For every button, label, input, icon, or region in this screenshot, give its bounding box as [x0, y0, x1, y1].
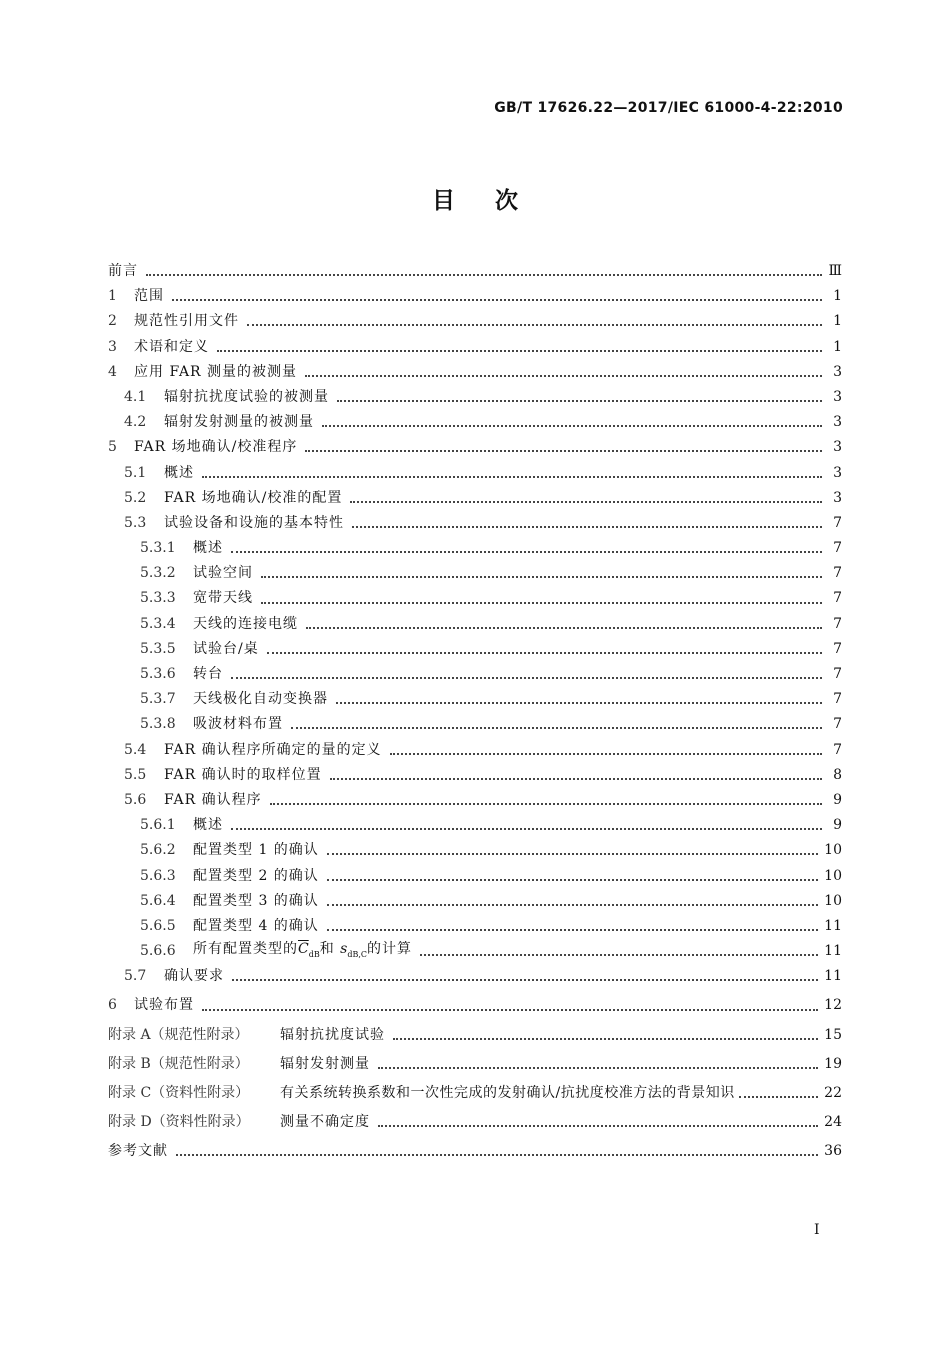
- document-code: GB/T 17626.22—2017/IEC 61000-4-22:2010: [494, 100, 843, 116]
- toc-label: 概述: [193, 817, 223, 834]
- dot-leader: [327, 852, 818, 855]
- dot-leader: [350, 500, 822, 503]
- toc-label: 概述: [164, 464, 194, 481]
- toc-number: 5.3.5: [140, 640, 176, 657]
- toc-number: 5.3.7: [140, 691, 176, 708]
- toc-label: 试验设备和设施的基本特性: [164, 514, 344, 531]
- toc-entry[interactable]: [108, 259, 842, 284]
- dot-leader: [291, 726, 822, 729]
- toc-entry[interactable]: [108, 763, 842, 788]
- toc-entry[interactable]: [108, 712, 842, 737]
- dot-leader: [327, 878, 818, 881]
- toc-page: 3: [833, 439, 842, 456]
- toc-page: 3: [833, 489, 842, 506]
- toc-label: 吸波材料布置: [193, 716, 283, 733]
- toc-label: 试验空间: [193, 565, 253, 582]
- toc-page: 3: [833, 363, 842, 380]
- toc-number: 附录 B（规范性附录）: [108, 1055, 249, 1072]
- dot-leader: [305, 374, 822, 377]
- toc-page: 7: [833, 540, 842, 557]
- dot-leader: [305, 449, 822, 452]
- toc-entry[interactable]: [108, 939, 842, 964]
- toc-entry[interactable]: [108, 993, 842, 1018]
- toc-number: 5.1: [124, 464, 147, 481]
- toc-label: 辐射抗扰度试验的被测量: [164, 388, 329, 405]
- toc-number: 附录 D（资料性附录）: [108, 1114, 250, 1131]
- toc-number: 5.7: [124, 968, 147, 985]
- toc-number: 5.3: [124, 514, 147, 531]
- dot-leader: [247, 323, 822, 326]
- toc-page: Ⅲ: [828, 263, 842, 279]
- toc-entry[interactable]: [108, 813, 842, 838]
- toc-entry[interactable]: [108, 738, 842, 763]
- dot-leader: [322, 424, 822, 427]
- toc-page: 11: [824, 917, 842, 934]
- dot-leader: [232, 978, 818, 981]
- toc-entry[interactable]: [108, 687, 842, 712]
- toc-page: 22: [824, 1085, 842, 1101]
- dot-leader: [172, 298, 822, 301]
- dot-leader: [336, 701, 822, 704]
- toc-page: 10: [824, 867, 842, 884]
- toc-page: 7: [833, 590, 842, 607]
- toc-entry[interactable]: [108, 662, 842, 687]
- dot-leader: [202, 1008, 818, 1011]
- toc-number: 5.3.2: [140, 565, 176, 582]
- dot-leader: [202, 475, 822, 478]
- toc-entry[interactable]: [108, 612, 842, 637]
- toc-entry[interactable]: [108, 486, 842, 511]
- toc-number: 4.2: [124, 414, 147, 431]
- toc-label: 辐射抗扰度试验: [280, 1026, 385, 1043]
- toc-label: 转台: [193, 666, 223, 682]
- table-of-contents: [108, 259, 842, 1165]
- toc-page: 10: [824, 892, 842, 909]
- toc-number: 5.6.2: [140, 842, 176, 859]
- toc-entry[interactable]: [108, 461, 842, 486]
- toc-label: 宽带天线: [193, 590, 253, 607]
- dot-leader: [393, 1037, 818, 1040]
- toc-label-mid: 和: [319, 940, 335, 957]
- toc-number: 5.4: [124, 741, 147, 758]
- toc-number: 附录 A（规范性附录）: [108, 1026, 249, 1043]
- toc-number: 附录 C（资料性附录）: [108, 1085, 250, 1101]
- toc-page: 11: [824, 943, 842, 960]
- toc-page: 7: [833, 565, 842, 582]
- toc-label: 配置类型 3 的确认: [193, 892, 319, 909]
- toc-entry[interactable]: [108, 838, 842, 863]
- dot-leader: [327, 903, 818, 906]
- toc-number: 4.1: [124, 388, 147, 405]
- toc-entry[interactable]: [108, 284, 842, 309]
- dot-leader: [261, 601, 822, 604]
- dot-leader: [327, 928, 818, 931]
- dot-leader: [146, 273, 822, 276]
- toc-page: 3: [833, 414, 842, 431]
- toc-page: 7: [833, 666, 842, 682]
- toc-page: 15: [824, 1026, 842, 1043]
- toc-label: 配置类型 1 的确认: [193, 842, 319, 859]
- dot-leader: [231, 676, 822, 679]
- toc-page: 9: [833, 791, 842, 808]
- dot-leader: [378, 1066, 818, 1069]
- toc-number: 5.6.3: [140, 867, 176, 884]
- toc-entry[interactable]: [108, 586, 842, 611]
- toc-entry[interactable]: [108, 889, 842, 914]
- toc-number: 5.6: [124, 791, 147, 808]
- toc-page: 36: [824, 1143, 842, 1160]
- toc-entry[interactable]: [108, 1081, 842, 1106]
- toc-page: 7: [833, 640, 842, 657]
- toc-label: 辐射发射测量: [280, 1055, 370, 1072]
- symbol-c-mean: $\overline{C}_{dB}$: [298, 940, 320, 959]
- dot-leader: [420, 953, 818, 956]
- toc-number: 3: [108, 338, 117, 355]
- toc-label-post: 的计算: [367, 940, 413, 957]
- toc-number: 5.6.6: [140, 943, 176, 960]
- toc-number: 5.3.1: [140, 540, 176, 557]
- toc-entry[interactable]: [108, 964, 842, 989]
- toc-number: 4: [108, 363, 117, 380]
- toc-label: 天线极化自动变换器: [193, 691, 328, 708]
- toc-label: 试验布置: [134, 997, 194, 1014]
- toc-entry[interactable]: [108, 385, 842, 410]
- toc-page: 11: [824, 968, 842, 985]
- toc-entry[interactable]: [108, 435, 842, 460]
- toc-label: 概述: [193, 540, 223, 557]
- toc-entry[interactable]: [108, 788, 842, 813]
- toc-label: 辐射发射测量的被测量: [164, 414, 314, 431]
- dot-leader: [378, 1124, 818, 1127]
- toc-entry[interactable]: [108, 914, 842, 939]
- toc-label: 应用 FAR 测量的被测量: [134, 363, 298, 380]
- toc-label: FAR 场地确认/校准的配置: [164, 489, 343, 506]
- dot-leader: [330, 777, 822, 780]
- toc-label: FAR 确认程序所确定的量的定义: [164, 741, 382, 758]
- dot-leader: [267, 651, 822, 654]
- toc-entry[interactable]: [108, 561, 842, 586]
- dot-leader: [217, 349, 822, 352]
- toc-label: 范围: [134, 288, 164, 305]
- toc-page: 7: [833, 741, 842, 758]
- toc-page: 7: [833, 615, 842, 632]
- page-title: 目次: [432, 187, 558, 214]
- toc-page: 1: [833, 338, 842, 355]
- dot-leader: [270, 802, 822, 805]
- toc-number: 5: [108, 439, 117, 456]
- dot-leader: [352, 525, 822, 528]
- toc-number: 1: [108, 288, 117, 305]
- toc-number: 2: [108, 313, 117, 330]
- toc-entry[interactable]: [108, 360, 842, 385]
- toc-entry[interactable]: [108, 536, 842, 561]
- toc-label: FAR 场地确认/校准程序: [134, 439, 298, 456]
- toc-number: 5.3.6: [140, 666, 176, 682]
- dot-leader: [390, 752, 822, 755]
- dot-leader: [261, 575, 822, 578]
- toc-page: 1: [833, 313, 842, 330]
- toc-label: 有关系统转换系数和一次性完成的发射确认/抗扰度校准方法的背景知识: [280, 1085, 735, 1101]
- toc-entry[interactable]: [108, 410, 842, 435]
- toc-number: 5.6.1: [140, 817, 176, 834]
- dot-leader: [231, 550, 822, 553]
- toc-label: 试验台/桌: [193, 640, 259, 657]
- toc-label-pre: 所有配置类型的: [193, 940, 298, 957]
- toc-page: 10: [824, 842, 842, 859]
- toc-label: 确认要求: [164, 968, 224, 985]
- toc-entry[interactable]: [108, 637, 842, 662]
- toc-number: 5.6.5: [140, 917, 176, 934]
- toc-entry[interactable]: [108, 864, 842, 889]
- symbol-s: $s_{dB,C}$: [340, 940, 368, 959]
- toc-label: [193, 937, 412, 967]
- toc-label: 配置类型 4 的确认: [193, 917, 319, 934]
- toc-number: 5.2: [124, 489, 147, 506]
- toc-entry[interactable]: [108, 1052, 842, 1077]
- toc-number: 5.3.8: [140, 716, 176, 733]
- toc-page: 3: [833, 388, 842, 405]
- toc-entry[interactable]: [108, 335, 842, 360]
- toc-entry[interactable]: [108, 511, 842, 536]
- toc-page: 7: [833, 716, 842, 733]
- toc-label: 前言: [108, 263, 138, 279]
- toc-entry[interactable]: [108, 1023, 842, 1048]
- toc-entry[interactable]: [108, 309, 842, 334]
- toc-number: 5.3.3: [140, 590, 176, 607]
- toc-entry[interactable]: [108, 1110, 842, 1135]
- toc-label: FAR 确认程序: [164, 791, 262, 808]
- page-number: I: [814, 1222, 820, 1238]
- toc-page: 19: [824, 1055, 842, 1072]
- toc-label: 测量不确定度: [280, 1114, 370, 1131]
- toc-number: 5.5: [124, 766, 147, 783]
- dot-leader: [306, 626, 822, 629]
- toc-label: 术语和定义: [134, 338, 209, 355]
- toc-label: 参考文献: [108, 1143, 168, 1160]
- toc-number: 5.3.4: [140, 615, 176, 632]
- toc-number: 5.6.4: [140, 892, 176, 909]
- toc-label: 天线的连接电缆: [193, 615, 298, 632]
- toc-number: 6: [108, 997, 117, 1014]
- dot-leader: [739, 1095, 818, 1098]
- dot-leader: [176, 1153, 818, 1156]
- toc-page: 12: [824, 997, 842, 1014]
- toc-page: 9: [833, 817, 842, 834]
- toc-label: 规范性引用文件: [134, 313, 239, 330]
- toc-page: 24: [824, 1114, 842, 1131]
- toc-page: 8: [833, 766, 842, 783]
- dot-leader: [231, 827, 822, 830]
- dot-leader: [337, 399, 822, 402]
- toc-page: 1: [833, 288, 842, 305]
- toc-entry[interactable]: [108, 1139, 842, 1164]
- toc-label: 配置类型 2 的确认: [193, 867, 319, 884]
- toc-page: 7: [833, 514, 842, 531]
- toc-label: FAR 确认时的取样位置: [164, 766, 322, 783]
- toc-page: 7: [833, 691, 842, 708]
- toc-page: 3: [833, 464, 842, 481]
